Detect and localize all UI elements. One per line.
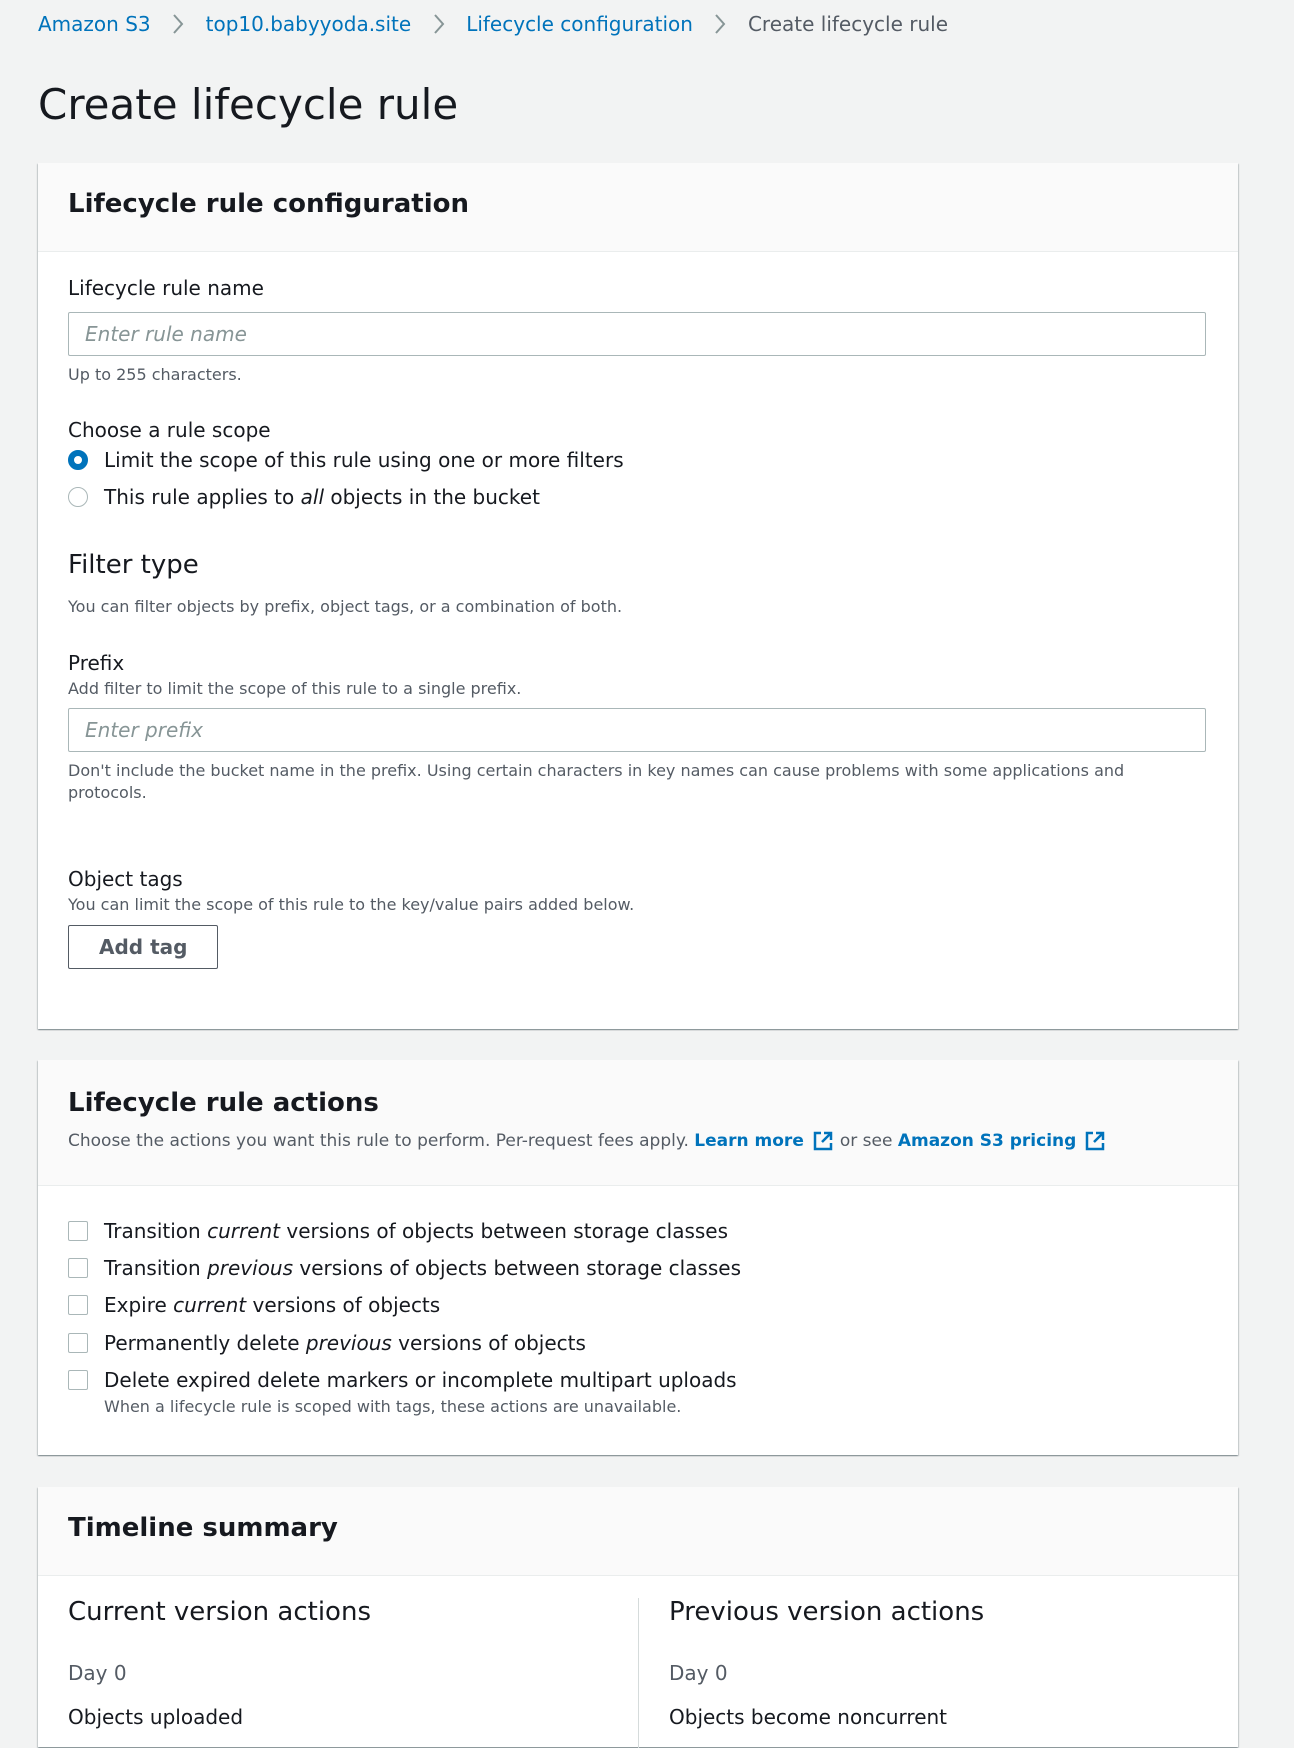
checkbox[interactable] [68,1370,88,1390]
tags-note: When a lifecycle rule is scoped with tags, these actions are unavailable. [104,1397,682,1416]
radio-selected-icon[interactable] [68,450,88,470]
object-tags-label: Object tags [68,867,183,891]
panel-title: Timeline summary [68,1513,338,1543]
chevron-right-icon [693,13,748,35]
filter-type-description: You can filter objects by prefix, object tags, or a combination of both. [68,597,623,616]
panel-title: Lifecycle rule configuration [68,189,469,219]
panel-header [38,1060,1238,1186]
action-checkbox-delete-markers[interactable] [68,1368,737,1392]
current-event: Objects uploaded [68,1705,244,1729]
panel-header [38,163,1238,252]
breadcrumb-lifecycle-configuration[interactable]: Lifecycle configuration [466,12,693,36]
scope-radio-all[interactable] [68,485,540,509]
previous-day: Day 0 [669,1661,728,1685]
prefix-input[interactable] [68,708,1206,752]
prefix-hint: Don't include the bucket name in the prefix. Using certain characters in key names can cause problems with some applications and protocols. [68,761,1125,802]
action-label: Delete expired delete markers or incomplete multipart uploads [104,1368,737,1392]
actions-description-text: Choose the actions you want this rule to perform. Per-request fees apply. [68,1131,689,1151]
checkbox[interactable] [68,1333,88,1353]
external-link-icon [1084,1130,1106,1152]
prefix-label: Prefix [68,651,125,675]
radio-unselected-icon[interactable] [68,487,88,507]
current-day: Day 0 [68,1661,127,1685]
learn-more-link[interactable]: Learn more [694,1130,840,1152]
panel-header [38,1487,1238,1576]
action-checkbox-expire-current[interactable] [68,1293,440,1317]
external-link-icon [812,1130,834,1152]
timeline-summary-panel [38,1487,1238,1747]
column-divider [638,1598,639,1748]
panel-title: Lifecycle rule actions [68,1088,379,1118]
lifecycle-rule-actions-panel [38,1060,1238,1455]
action-label: Expire current versions of objects [104,1293,441,1317]
checkbox[interactable] [68,1295,88,1315]
page-title: Create lifecycle rule [38,80,459,129]
breadcrumb-current: Create lifecycle rule [747,12,949,36]
filter-type-title: Filter type [68,550,199,580]
previous-event: Objects become noncurrent [669,1705,948,1729]
rule-name-input[interactable] [68,312,1206,356]
add-tag-button[interactable]: Add tag [68,925,218,969]
scope-radio-filters-label: Limit the scope of this rule using one or more filters [104,448,624,472]
checkbox[interactable] [68,1221,88,1241]
lifecycle-rule-configuration-panel [38,163,1238,1029]
s3-pricing-link[interactable]: Amazon S3 pricing [898,1130,1112,1152]
scope-radio-all-label: This rule applies to all objects in the bucket [104,485,540,509]
rule-name-hint: Up to 255 characters. [68,365,242,384]
previous-version-actions-title: Previous version actions [669,1597,985,1627]
checkbox[interactable] [68,1258,88,1278]
scope-radio-filters[interactable] [68,448,624,472]
action-checkbox-transition-previous[interactable] [68,1256,741,1280]
actions-description [68,1130,1112,1152]
chevron-right-icon [151,13,206,35]
breadcrumb-amazon-s3[interactable]: Amazon S3 [38,12,151,36]
rule-name-label: Lifecycle rule name [68,276,264,300]
current-version-actions-title: Current version actions [68,1597,371,1627]
scope-label: Choose a rule scope [68,418,271,442]
action-label: Permanently delete previous versions of objects [104,1331,586,1355]
action-label: Transition current versions of objects between storage classes [104,1219,729,1243]
prefix-description: Add filter to limit the scope of this rule to a single prefix. [68,679,522,698]
action-checkbox-delete-previous[interactable] [68,1331,586,1355]
action-checkbox-transition-current[interactable] [68,1219,728,1243]
breadcrumb [38,12,948,36]
breadcrumb-bucket[interactable]: top10.babyyoda.site [205,12,412,36]
chevron-right-icon [411,13,466,35]
object-tags-description: You can limit the scope of this rule to the key/value pairs added below. [68,895,635,914]
or-see-text: or see [839,1131,893,1151]
action-label: Transition previous versions of objects between storage classes [104,1256,742,1280]
